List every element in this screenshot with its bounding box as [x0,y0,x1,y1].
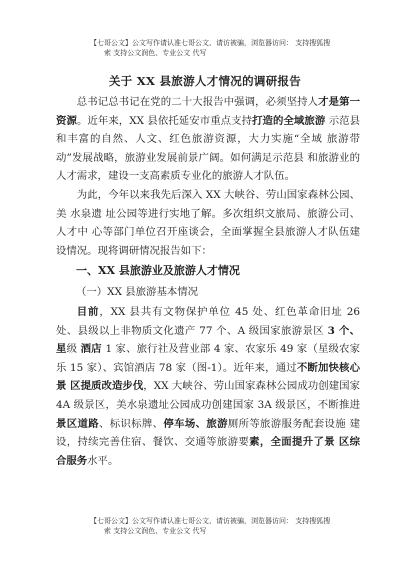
subsection-heading-1: （一）XX 县旅游基本情况 [76,286,199,298]
footer-banner-line-1: 【七哥公文】公文写作请认准七哥公文、请访被骗，浏览器访问： 支持搜狐搜 [90,517,331,525]
para3-run: 1 家、旅行社及营业部 4 家、农家乐 49 家（星级农家乐 15 家）、宾馆酒店 78 家（图-1）。近年来，通过 [56,343,360,374]
paragraph-2 [56,186,360,260]
banner-line-1: 【七哥公文】公文写作请认准七哥公文、请访被骗，浏览器访问： 支持搜狐搜 [90,39,331,47]
para1-run: 示范县和丰富的自然、人文、红色旅游资源，大力实施“全域 旅游带动”发展战略，旅游业发展前景广阔。如何满足示范县 和旅游业的人才需求，建设一支高素质专业化的旅游人才队伍。 [56,114,361,183]
para3-run: ，XX 县共有文物保护单位 45 处、红色革命旧址 26 处、县级以上非物质文化遗产 77 个、A 级国家旅游景区 [56,306,360,337]
para3-run: 素，全面提升了景 区综合服务 [56,436,361,467]
header-banner [90,38,380,58]
footer-banner-line-2: 索 支持公文润色、专业公文 代写 [104,527,207,535]
paragraph-1 [56,93,360,186]
para3-run: 目前 [76,306,100,318]
para3-run: 级 [66,343,81,356]
para1-run: 才是第一资源 [56,96,361,127]
para3-run: 酒店 [80,343,106,356]
para1-run: 总书记总书记在党的二十大报告中强调，必须坚持人 [76,96,319,108]
para1-run: 打造的全域旅游 [252,114,326,127]
para2-run: 为此，今年以来我先后深入 XX 大峡谷、劳山国家森林公园、美 水泉遗 址公园等进行实地了解。多次组织文旅局、旅游公司、人才中 心等部门单位召开座谈会，全面掌握全县旅游人才队伍建设情况。现将调研情况报告如下： [56,188,360,257]
body-text-block-1 [56,93,360,260]
banner-line-2: 索 支持公文润色、专业公文 代写 [104,49,207,57]
para3-run: 不断加快核心景 区提质改造步伐 [56,361,361,393]
para3-run: 3 个、星 [56,324,360,356]
para3-run: 厕所等旅游服务配套设施 建设，持续完善住宿、餐饮、交通等旅游要 [56,417,361,449]
para3-run: 停车场、旅游 [163,417,228,430]
para3-run: 景区道路 [56,417,99,430]
para1-run: 。近年来，XX 县依托延安市重点支持 [76,114,253,127]
paragraph-3 [56,303,360,470]
document-title: 关于 XX 县旅游人才情况的调研报告 [108,74,302,88]
section-heading-1: 一、XX 县旅游业及旅游人才情况 [76,264,240,277]
footer-banner [90,516,380,536]
para3-run: 水平。 [87,454,119,467]
para3-run: ，XX 大峡谷、劳山国家森林公园成功创建国家 4A 级景区，美水泉遗址公园成功创建国家 3A 级景区，不断推进 [56,380,360,411]
body-text-block-2 [56,303,360,470]
para3-run: 、标识标牌、 [98,417,164,430]
